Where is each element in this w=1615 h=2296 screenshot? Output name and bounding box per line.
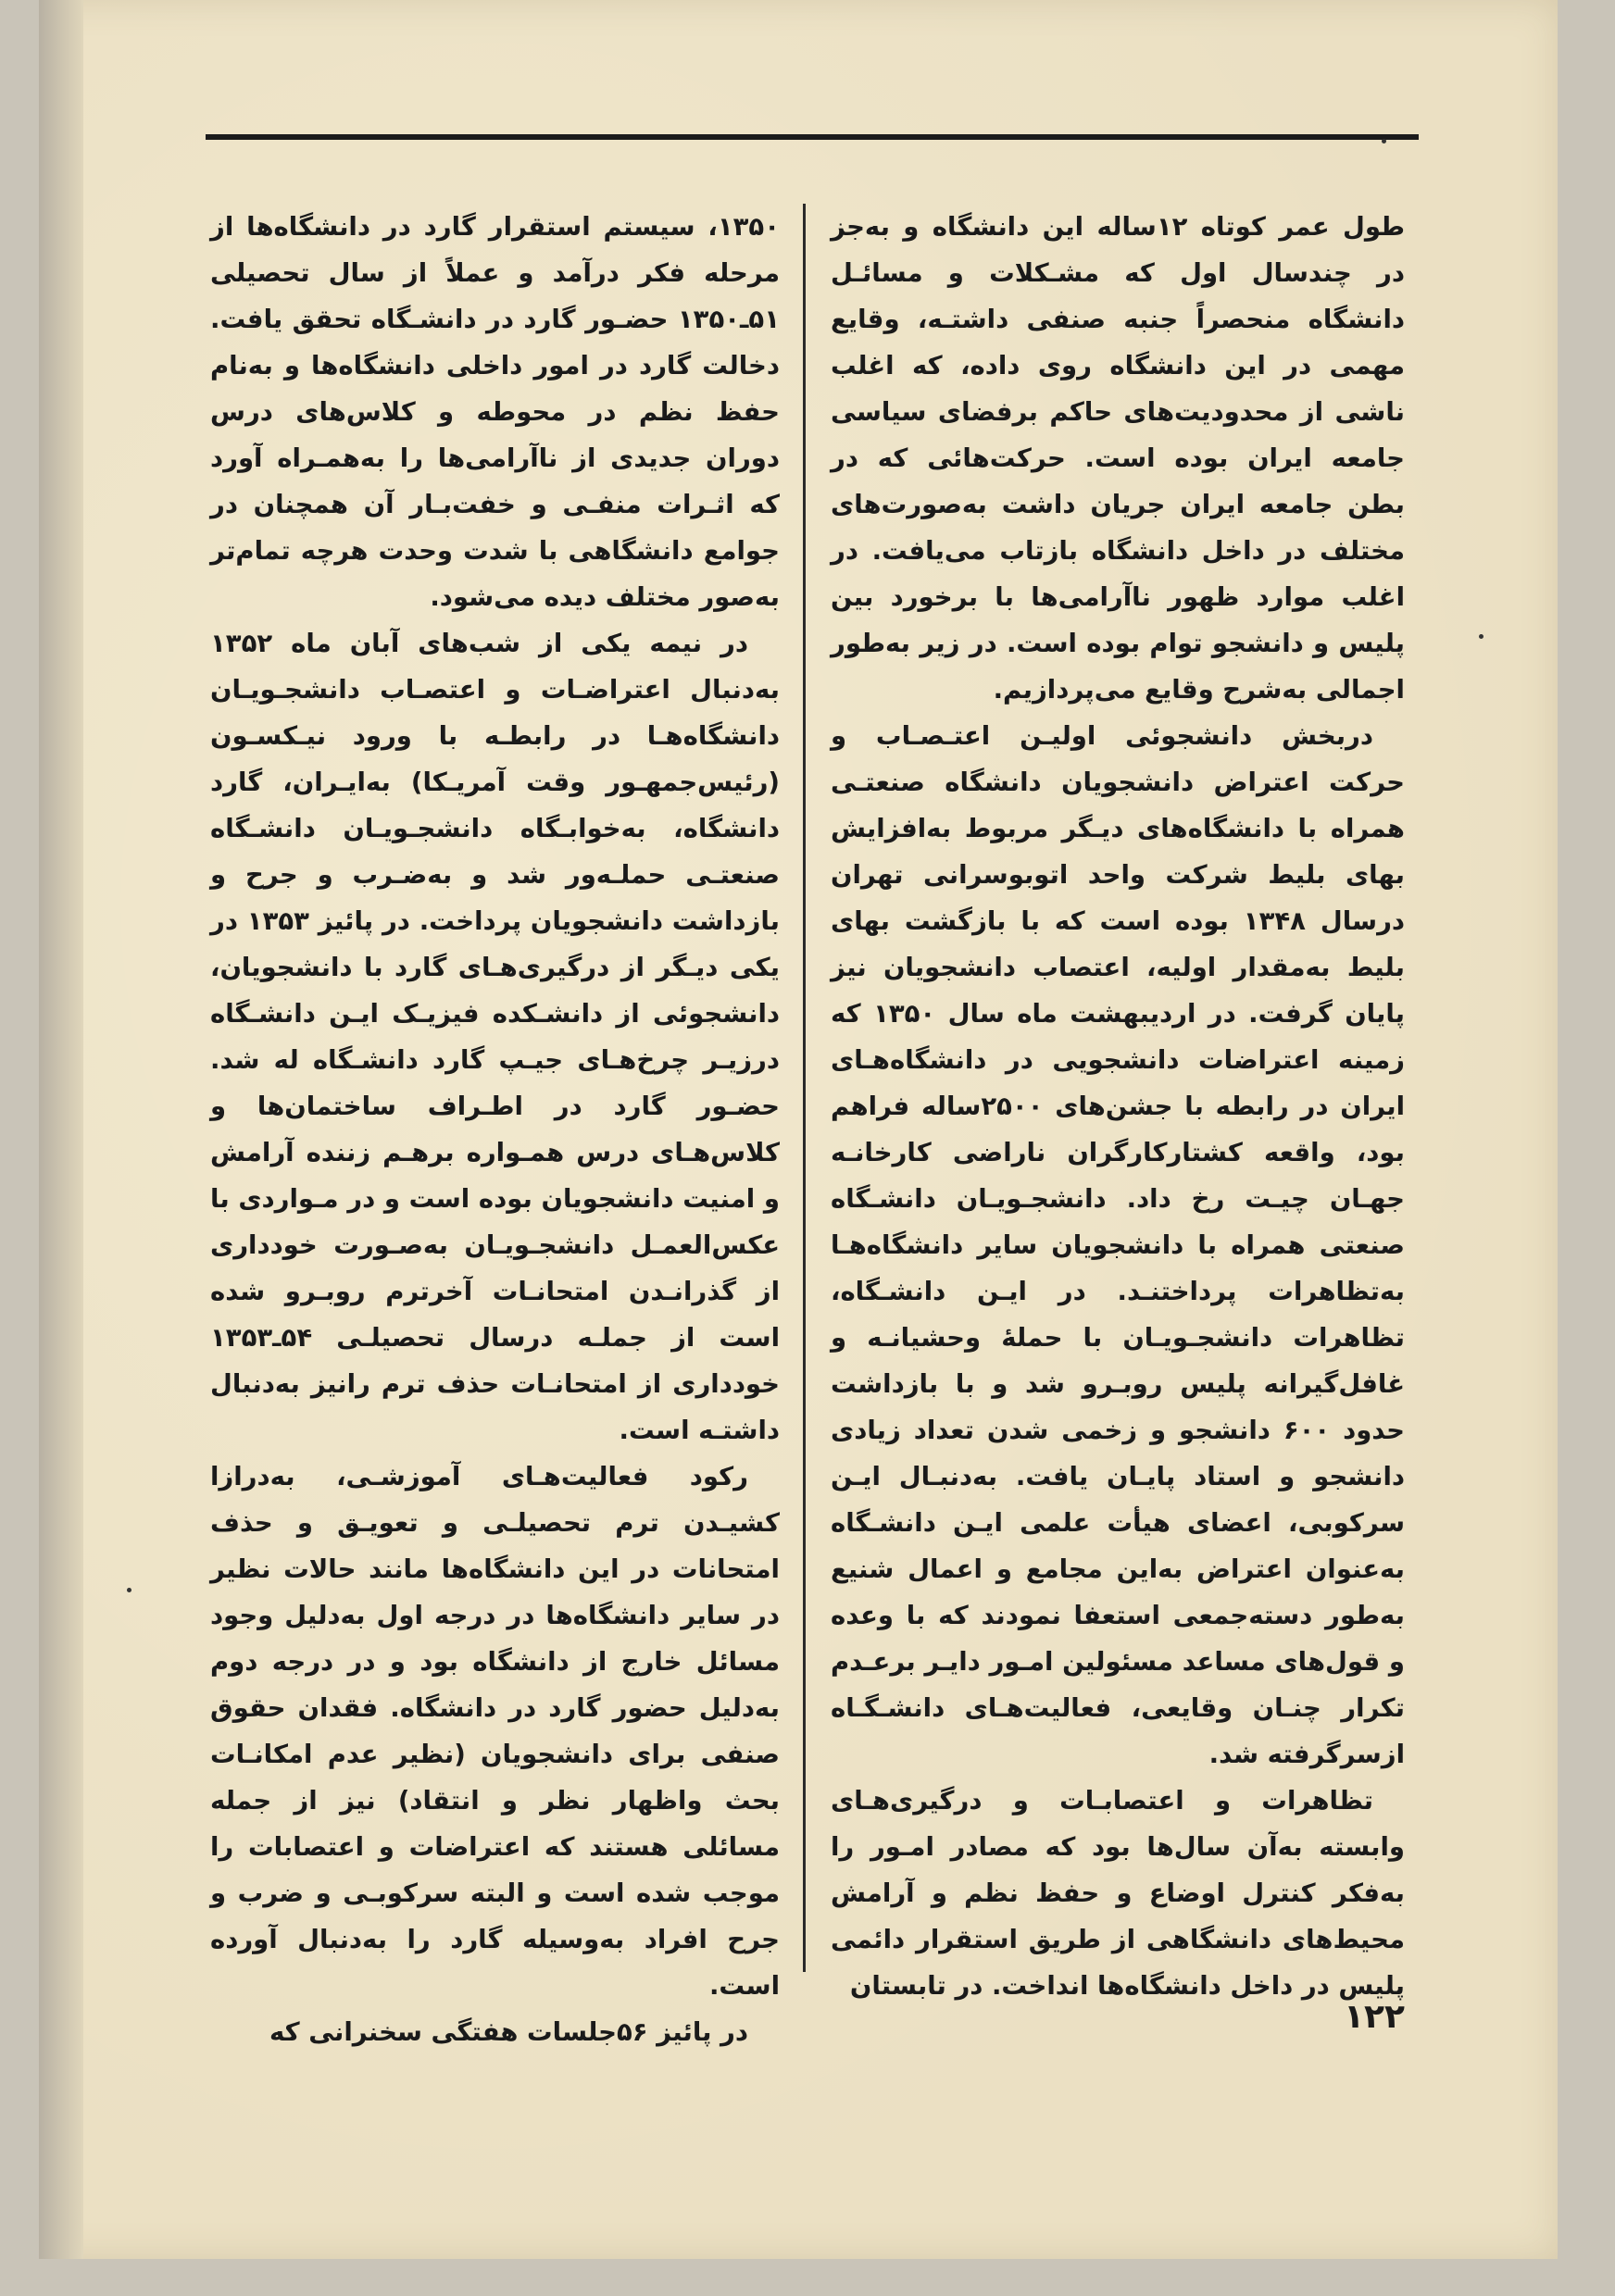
paragraph: ۱۳۵۰، سیستم استقرار گارد در دانشگاه‌ها از مرحله فکر درآمد و عملاً از سال تحصیلی ۵۱ـ۱۳۵۰ حضـور گارد در دانشـگاه تحقق یافت. دخالت گارد در امور داخلی دانشگاه‌ها و به‌نام حفظ نظم در محوطه و کلاس‌های درس دوران جدیدی از ناآرامی‌ها را به‌همـراه آورد که اثـرات منفـی و خفت‌بـار آن همچنان در جوامع دانشگاهی با شدت وحدت هرچه تمام‌تر به‌صور مختلف دیده می‌شود. <box>210 212 780 612</box>
right-text-column <box>831 204 1406 2001</box>
paper-speck <box>127 1588 131 1592</box>
header-rule <box>206 134 1419 140</box>
paper-speck <box>1479 634 1484 639</box>
paragraph: در نیمه یکی از شب‌های آبان ماه ۱۳۵۲ به‌دنبال اعتراضـات و اعتصـاب دانشجـویـان دانشگاه‌هـا در رابطـه با ورود نیـکسـون (رئیس‌جمهـور وقت آمریـکا) به‌ایـران، گارد دانشگاه، به‌خوابـگاه دانشجـویـان دانشـگاه صنعتـی حملـه‌ور شد و به‌ضـرب و جرح و بازداشت دانشجویان پرداخت. در پائیز ۱۳۵۳ در یکی دیـگر از درگیری‌هـای گارد با دانشجویان، دانشجوئی از دانشـکده فیزیـک ایـن دانشـگاه درزیـر چرخ‌هـای جیـپ گارد دانشـگاه له شد. حضـور گارد در اطـراف ساختمان‌ها و کلاس‌هـای درس همـواره برهـم زننده آرامش و امنیت دانشجویان بوده است و در مـواردی با عکس‌العمـل دانشجـویـان به‌صـورت خودداری از گذرانـدن امتحانـات آخرترم روبـرو شده است از جملـه درسال تحصیلـی ۵۴ـ۱۳۵۳ خودداری از امتحانـات حذف ترم رانیز به‌دنبال داشتـه است. <box>210 629 780 1445</box>
paragraph: در پائیز ۵۶جلسات هفتگی سخنرانی که <box>269 2017 748 2047</box>
paragraph: طول عمر کوتاه ۱۲ساله این دانشگاه و به‌جز در چندسال اول که مشـکلات و مسائـل دانشگاه منحصراً جنبه صنفی داشتـه، وقایع مهمی در این دانشگاه روی داده، که اغلب ناشی از محدودیت‌های حاکم برفضای سیاسی جامعه ایران بوده است. حرکت‌هائی که در بطن جامعه ایران جریان داشت به‌صورت‌های مختلف در داخل دانشگاه بازتاب می‌یافت. در اغلب موارد ظهور ناآرامی‌ها با برخورد بین پلیس و دانشجو توام بوده است. در زیر به‌طور اجمالی به‌شرح وقایع می‌پردازیم. <box>831 212 1405 705</box>
book-page <box>39 0 1558 2259</box>
paper-speck <box>1382 139 1386 144</box>
left-text-column <box>210 204 780 2047</box>
paragraph: رکود فعالیت‌هـای آموزشـی، به‌درازا کشیـدن ترم تحصیلـی و تعویـق و حذف امتحانات در این دانشگاه‌ها مانند حالات نظیر در سایر دانشگاه‌ها در درجه اول به‌دلیل وجود مسائل خارج از دانشگاه بود و در درجه دوم به‌دلیل حضور گارد در دانشگاه. فقدان حقوق صنفی برای دانشجویان (نظیر عدم امکانـات بحث واظهار نظر و انتقاد) نیز از جمله مسائلی هستند که اعتراضات و اعتصابات را موجب شده است و البته سرکوبـی و ضرب و جرح افراد به‌وسیله گارد را به‌دنبال آورده است. <box>210 1462 780 2001</box>
page-number: ۱۲۲ <box>1344 1998 1405 2036</box>
page-spine-shadow <box>39 0 83 2259</box>
paragraph: دربخش دانشجوئی اولیـن اعتـصـاب و حرکت اعتراض دانشجویان دانشگاه صنعتـی همراه با دانشگاه‌های دیـگر مربوط به‌افزایش بهای بلیط شرکت واحد اتوبوسرانی تهران درسال ۱۳۴۸ بوده است که با بازگشت بهای بلیط به‌مقدار اولیه، اعتصاب دانشجویان نیز پایان گرفت. در اردیبهشت ماه سال ۱۳۵۰ که زمینه اعتراضات دانشجویی در دانشگاه‌هـای ایران در رابطه با جشن‌های ۲۵۰۰ساله فراهم بود، واقعه کشتارکارگران ناراضی کارخانـه جهـان چیـت رخ داد. دانشجـویـان دانشـگاه صنعتی همراه با دانشجویان سایر دانشگاه‌هـا به‌تظاهرات پرداختنـد. در ایـن دانشـگاه، تظاهرات دانشجـویـان با حملهٔ وحشیانـه و غافل‌گیرانه پلیس روبـرو شد و با بازداشت حدود ۶۰۰ دانشجو و زخمی شدن تعداد زیادی دانشجو و استاد پایـان یافت. به‌دنبـال ایـن سرکوبی، اعضای هیأت علمی ایـن دانشـگاه به‌عنوان اعتراض به‌این مجامع و اعمال شنیع به‌طور دسته‌جمعی استعفا نمودند که با وعده و قول‌های مساعد مسئولین امـور دایـر برعـدم تکرار چنـان وقایعی، فعالیت‌هـای دانشـگـاه ازسرگرفته شد. <box>831 721 1406 1769</box>
column-divider <box>803 204 806 1972</box>
paragraph: تظاهرات و اعتصابـات و درگیری‌هـای وابسته به‌آن سال‌ها بود که مصادر امـور را به‌فکر کنترل اوضاع و حفظ نظم و آرامش محیط‌های دانشگاهی از طریق استقرار دائمی پلیس در داخل دانشگاه‌ها انداخت. در تابستان <box>831 1786 1405 2001</box>
